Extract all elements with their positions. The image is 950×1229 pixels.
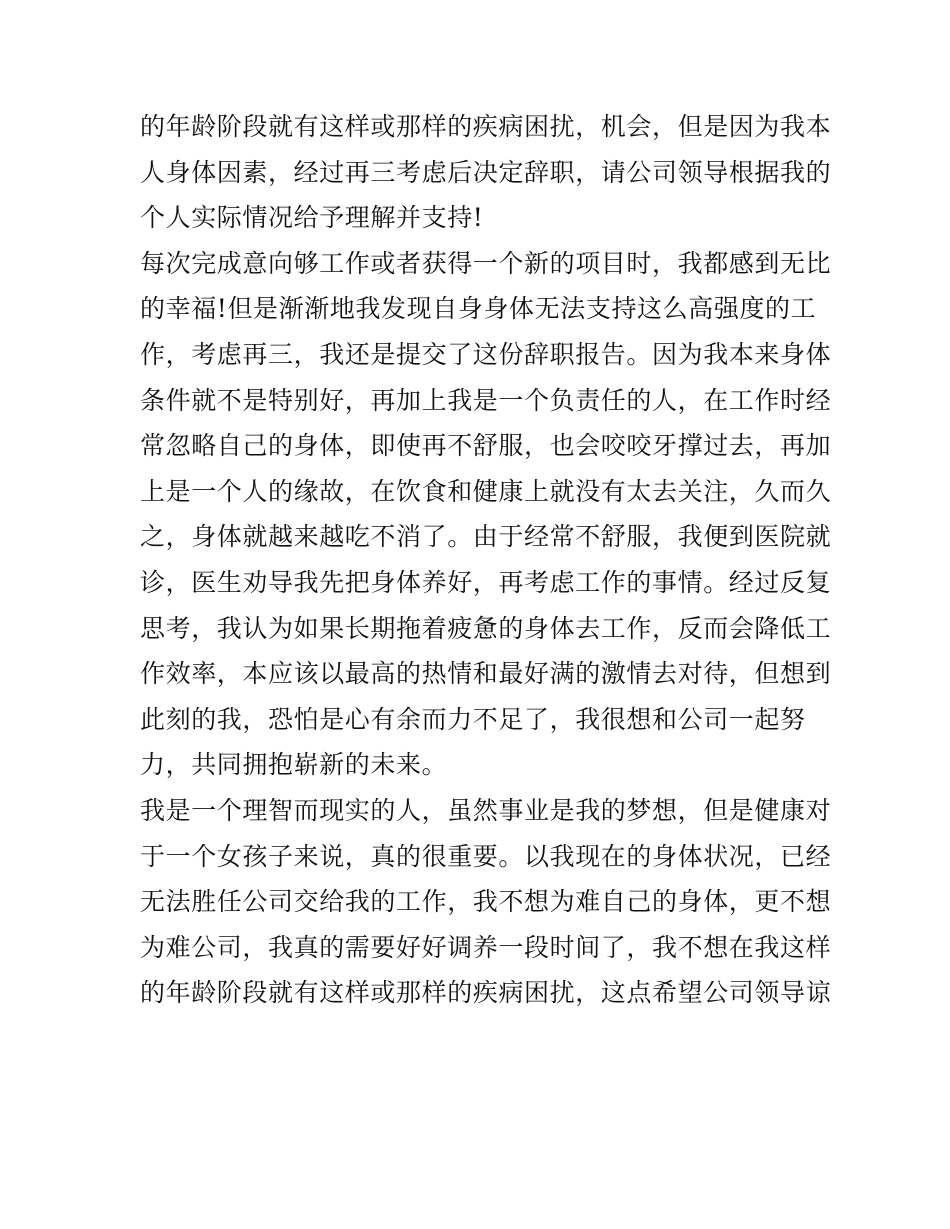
text-line: 的年龄阶段就有这样或那样的疾病困扰，这点希望公司领导谅 <box>140 978 832 1008</box>
text-line: 力，共同拥抱崭新的未来。 <box>140 750 448 780</box>
text-line: 常忽略自己的身体，即使再不舒服，也会咬咬牙撑过去，再加 <box>140 431 832 461</box>
text-line: 人身体因素，经过再三考虑后决定辞职，请公司领导根据我的 <box>140 157 832 187</box>
text-line: 我是一个理智而现实的人，虽然事业是我的梦想，但是健康对 <box>140 795 832 825</box>
text-line: 作效率，本应该以最高的热情和最好满的激情去对待，但想到 <box>140 659 832 689</box>
text-line: 之，身体就越来越吃不消了。由于经常不舒服，我便到医院就 <box>140 522 832 552</box>
text-line: 个人实际情况给予理解并支持! <box>140 203 484 233</box>
text-line: 上是一个人的缘故，在饮食和健康上就没有太去关注，久而久 <box>140 476 832 506</box>
text-line: 诊，医生劝导我先把身体养好，再考虑工作的事情。经过反复 <box>140 567 832 597</box>
text-line: 每次完成意向够工作或者获得一个新的项目时，我都感到无比 <box>140 248 832 278</box>
text-line: 无法胜任公司交给我的工作，我不想为难自己的身体，更不想 <box>140 887 832 917</box>
text-line: 为难公司，我真的需要好好调养一段时间了，我不想在我这样 <box>140 932 832 962</box>
text-line: 思考，我认为如果长期拖着疲惫的身体去工作，反而会降低工 <box>140 613 832 643</box>
text-line: 的幸福!但是渐渐地我发现自身身体无法支持这么高强度的工 <box>140 294 817 324</box>
text-line: 于一个女孩子来说，真的很重要。以我现在的身体状况，已经 <box>140 841 832 871</box>
text-line: 此刻的我，恐怕是心有余而力不足了，我很想和公司一起努 <box>140 704 806 734</box>
text-line: 的年龄阶段就有这样或那样的疾病困扰，机会，但是因为我本 <box>140 112 832 141</box>
body-text <box>140 104 832 1016</box>
text-line: 条件就不是特别好，再加上我是一个负责任的人，在工作时经 <box>140 385 832 415</box>
text-line: 作，考虑再三，我还是提交了这份辞职报告。因为我本来身体 <box>140 339 832 369</box>
